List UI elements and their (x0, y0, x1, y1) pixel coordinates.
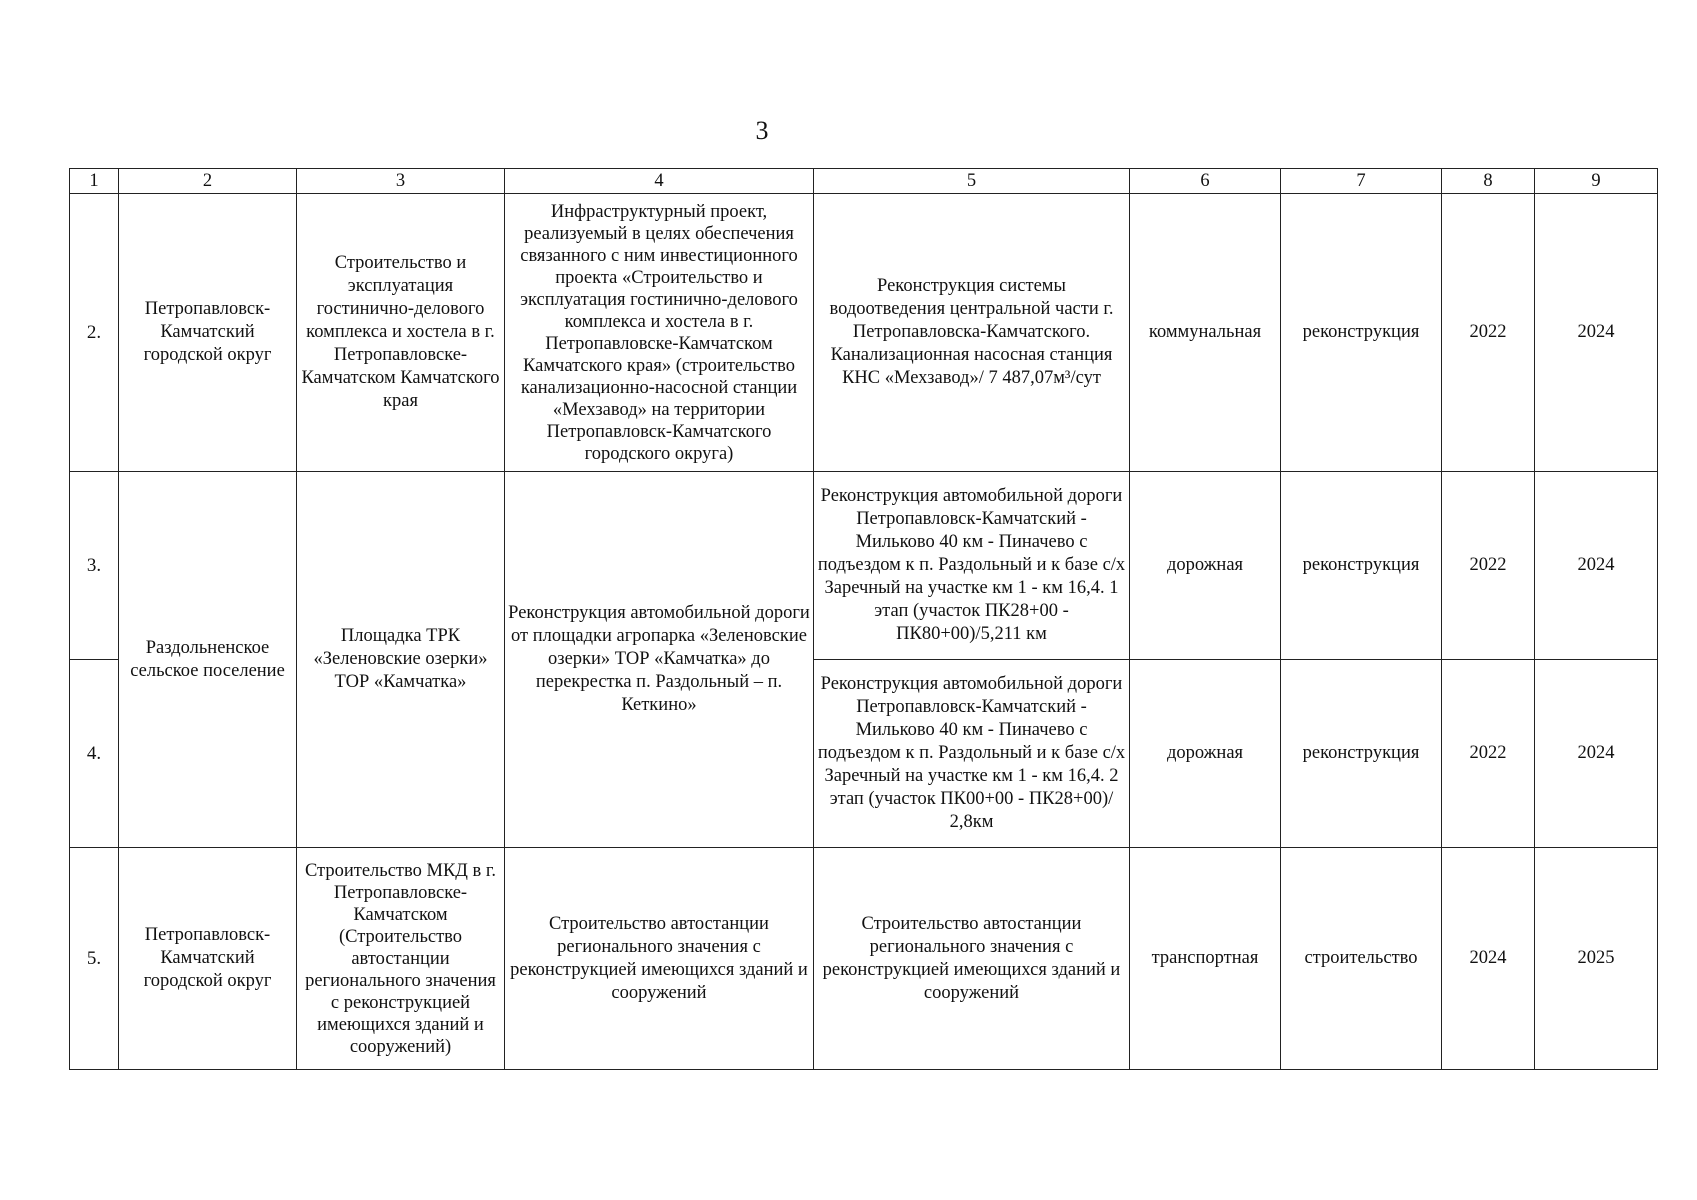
year-end-cell: 2024 (1535, 472, 1658, 660)
table-row (70, 194, 1658, 472)
municipality-cell: Раздольненское сельское поселение (119, 472, 297, 848)
municipality-cell: Петропавловск-Камчатский городской округ (119, 194, 297, 472)
column-header: 7 (1281, 169, 1442, 194)
column-header: 9 (1535, 169, 1658, 194)
column-header: 2 (119, 169, 297, 194)
row-number: 5. (70, 848, 119, 1070)
object-cell: Реконструкция системы водоотведения центральной части г. Петропавловска-Камчатского. Канализационная насосная станция КНС «Мехзавод»/ 7 487,07м³/сут (814, 194, 1130, 472)
investment-project-cell: Строительство МКД в г. Петропавловске-Камчатском (Строительство автостанции регионального значения с реконструкцией имеющихся зданий и сооружений) (297, 848, 505, 1070)
year-start-cell: 2022 (1442, 660, 1535, 848)
object-cell: Реконструкция автомобильной дороги Петропавловск-Камчатский - Мильково 40 км - Пиначево с подъездом к п. Раздольный и к базе с/х Заречный на участке км 1 - км 16,4. 2 этап (участок ПК00+00 - ПК28+00)/ 2,8км (814, 660, 1130, 848)
year-start-cell: 2022 (1442, 472, 1535, 660)
row-number: 2. (70, 194, 119, 472)
infra-type-cell: коммунальная (1130, 194, 1281, 472)
work-type-cell: строительство (1281, 848, 1442, 1070)
column-header: 3 (297, 169, 505, 194)
projects-table (69, 168, 1658, 1070)
municipality-cell: Петропавловск-Камчатский городской округ (119, 848, 297, 1070)
column-header: 1 (70, 169, 119, 194)
investment-project-cell: Строительство и эксплуатация гостинично-делового комплекса и хостела в г. Петропавловске-Камчатском Камчатского края (297, 194, 505, 472)
object-cell: Строительство автостанции регионального значения с реконструкцией имеющихся зданий и сооружений (814, 848, 1130, 1070)
infrastructure-project-cell: Строительство автостанции регионального значения с реконструкцией имеющихся зданий и сооружений (505, 848, 814, 1070)
row-number: 4. (70, 660, 119, 848)
infra-type-cell: транспортная (1130, 848, 1281, 1070)
infra-type-cell: дорожная (1130, 472, 1281, 660)
column-header: 4 (505, 169, 814, 194)
object-cell: Реконструкция автомобильной дороги Петропавловск-Камчатский - Мильково 40 км - Пиначево с подъездом к п. Раздольный и к базе с/х Заречный на участке км 1 - км 16,4. 1 этап (участок ПК28+00 - ПК80+00)/5,211 км (814, 472, 1130, 660)
year-start-cell: 2024 (1442, 848, 1535, 1070)
infra-type-cell: дорожная (1130, 660, 1281, 848)
row-number: 3. (70, 472, 119, 660)
year-start-cell: 2022 (1442, 194, 1535, 472)
infrastructure-project-cell: Инфраструктурный проект, реализуемый в целях обеспечения связанного с ним инвестиционного проекта «Строительство и эксплуатация гостинично-делового комплекса и хостела в г. Петропавловске-Камчатском Камчатского края» (строительство канализационно-насосной станции «Мехзавод» на территории Петропавловск-Камчатского городского округа) (505, 194, 814, 472)
table-row (70, 848, 1658, 1070)
investment-project-cell: Площадка ТРК «Зеленовские озерки» ТОР «Камчатка» (297, 472, 505, 848)
work-type-cell: реконструкция (1281, 194, 1442, 472)
column-header: 6 (1130, 169, 1281, 194)
table-header-row (70, 169, 1658, 194)
infrastructure-project-cell: Реконструкция автомобильной дороги от площадки агропарка «Зеленовские озерки» ТОР «Камчатка» до перекрестка п. Раздольный – п. Кеткино» (505, 472, 814, 848)
year-end-cell: 2024 (1535, 660, 1658, 848)
work-type-cell: реконструкция (1281, 660, 1442, 848)
column-header: 5 (814, 169, 1130, 194)
column-header: 8 (1442, 169, 1535, 194)
year-end-cell: 2024 (1535, 194, 1658, 472)
table-row (70, 472, 1658, 660)
work-type-cell: реконструкция (1281, 472, 1442, 660)
page-number: 3 (755, 116, 769, 145)
year-end-cell: 2025 (1535, 848, 1658, 1070)
